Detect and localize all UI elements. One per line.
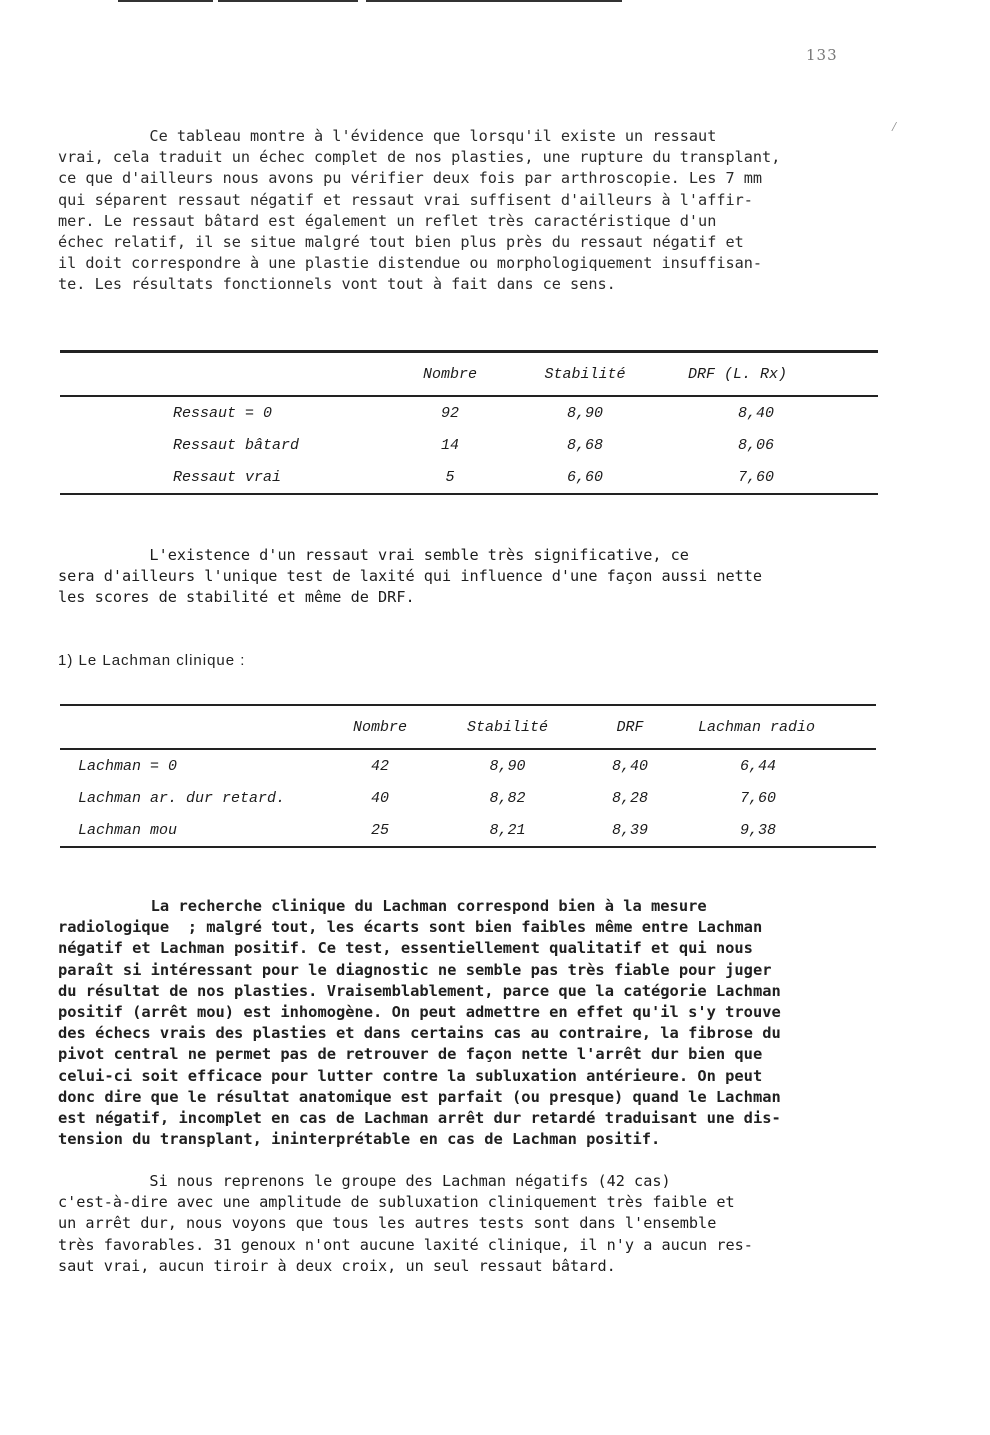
cell-stabilite: 8,21 [489, 821, 526, 839]
cell-nombre: 92 [440, 404, 459, 422]
cell-drf: 8,40 [611, 757, 648, 775]
header-cell: Nombre [422, 365, 477, 383]
text-line: les scores de stabilité et même de DRF. [58, 588, 415, 607]
text-line: échec relatif, il se situe malgré tout bien plus près du ressaut négatif et [58, 233, 744, 252]
header-cell: DRF [616, 718, 644, 736]
text-line: très favorables. 31 genoux n'ont aucune laxité clinique, il n'y a aucun res- [58, 1235, 753, 1254]
header-cell [60, 352, 390, 397]
table-row [60, 814, 876, 847]
paragraph-ressaut [58, 126, 898, 296]
ressaut-table [60, 350, 878, 495]
text-line: sera d'ailleurs l'unique test de laxité qui influence d'une façon aussi nette [58, 567, 763, 586]
top-rule [218, 0, 358, 2]
cell-nombre: 42 [370, 757, 389, 775]
cell-nombre: 25 [370, 821, 389, 839]
text-line: mer. Le ressaut bâtard est également un reflet très caractéristique d'un [58, 211, 717, 230]
paragraph-lachman-negatifs [58, 1171, 898, 1277]
table-header-row [60, 705, 876, 749]
text-line: pivot central ne permet pas de retrouver de façon nette l'arrêt dur bien que [58, 1045, 763, 1064]
table-row [60, 461, 878, 494]
cell-drf: 8,28 [611, 789, 648, 807]
cell-lachman-radio: 6,44 [740, 757, 777, 775]
page-number: 133 [806, 46, 838, 64]
text-line: Ce tableau montre à l'évidence que lorsqu'il existe un ressaut [58, 127, 717, 145]
table-header-row [60, 352, 878, 397]
header-cell: Lachman radio [698, 718, 816, 736]
text-line: vrai, cela traduit un échec complet de nos plasties, une rupture du transplant, [58, 148, 781, 167]
header-cell: Stabilité [544, 365, 626, 383]
table-row [60, 396, 878, 429]
top-rule [366, 0, 622, 2]
cell-stabilite: 8,82 [489, 789, 526, 807]
table-row [60, 782, 876, 814]
text-line: te. Les résultats fonctionnels vont tout à fait dans ce sens. [58, 275, 616, 294]
header-cell: DRF (L. Rx) [688, 365, 788, 383]
text-line: La recherche clinique du Lachman correspond bien à la mesure [58, 897, 707, 915]
cell-lachman-radio: 9,38 [740, 821, 777, 839]
text-line: ce que d'ailleurs nous avons pu vérifier deux fois par arthroscopie. Les 7 mm [58, 169, 763, 188]
text-line: des échecs vrais des plasties et dans certains cas au contraire, la fibrose du [58, 1024, 781, 1043]
text-line: celui-ci soit efficace pour lutter contre la subluxation antérieure. On peut [58, 1066, 763, 1085]
lachman-table [60, 704, 876, 848]
text-line: paraît si intéressant pour le diagnostic ne semble pas très fiable pour juger [58, 960, 772, 979]
row-label: Lachman = 0 [78, 757, 178, 775]
text-line: donc dire que le résultat anatomique est parfait (ou presque) quand le Lachman [58, 1087, 781, 1106]
cell-drf: 8,39 [611, 821, 648, 839]
cell-nombre: 40 [370, 789, 389, 807]
row-label: Ressaut = 0 [173, 404, 273, 422]
cell-drf: 8,06 [738, 436, 775, 454]
row-label: Lachman ar. dur retard. [78, 789, 286, 807]
text-line: est négatif, incomplet en cas de Lachman arrêt dur retardé traduisant une dis- [58, 1109, 781, 1128]
text-line: radiologique ; malgré tout, les écarts sont bien faibles même entre Lachman [58, 918, 763, 937]
top-rule [118, 0, 213, 2]
text-line: un arrêt dur, nous voyons que tous les autres tests sont dans l'ensemble [58, 1214, 717, 1233]
row-label: Ressaut bâtard [173, 436, 300, 454]
header-cell: Stabilité [466, 718, 548, 736]
cell-drf: 7,60 [738, 468, 775, 486]
text-line: négatif et Lachman positif. Ce test, essentiellement qualitatif et qui nous [58, 939, 753, 958]
text-line: tension du transplant, ininterprétable en cas de Lachman positif. [58, 1130, 661, 1149]
text-line: positif (arrêt mou) est inhomogène. On peut admettre en effet qu'il s'y trouve [58, 1003, 781, 1022]
cell-lachman-radio: 7,60 [740, 789, 777, 807]
row-label: Lachman mou [78, 821, 178, 839]
cell-stabilite: 8,68 [566, 436, 603, 454]
text-line: du résultat de nos plasties. Vraisemblablement, parce que la catégorie Lachman [58, 981, 781, 1000]
section-heading: 1) Le Lachman clinique : [58, 652, 246, 669]
table-row [60, 429, 878, 461]
text-line: saut vrai, aucun tiroir à deux croix, un seul ressaut bâtard. [58, 1256, 616, 1275]
text-line: qui séparent ressaut négatif et ressaut vrai suffisent d'ailleurs à l'affir- [58, 190, 753, 209]
cell-drf: 8,40 [738, 404, 775, 422]
table-row [60, 749, 876, 782]
cell-stabilite: 8,90 [489, 757, 526, 775]
text-line: il doit correspondre à une plastie distendue ou morphologiquement insuffisan- [58, 254, 763, 273]
cell-nombre: 5 [445, 468, 455, 486]
cell-nombre: 14 [440, 436, 459, 454]
paragraph-ressaut-vrai [58, 545, 898, 609]
text-line: Si nous reprenons le groupe des Lachman négatifs (42 cas) [58, 1172, 671, 1190]
header-cell [60, 705, 320, 749]
text-line: L'existence d'un ressaut vrai semble très significative, ce [58, 546, 689, 564]
row-label: Ressaut vrai [173, 468, 282, 486]
header-cell: Nombre [352, 718, 407, 736]
text-line: c'est-à-dire avec une amplitude de subluxation cliniquement très faible et [58, 1193, 735, 1212]
pen-mark: ⁄ [890, 120, 899, 136]
paragraph-lachman-analysis [58, 896, 898, 1150]
cell-stabilite: 8,90 [566, 404, 603, 422]
cell-stabilite: 6,60 [566, 468, 603, 486]
